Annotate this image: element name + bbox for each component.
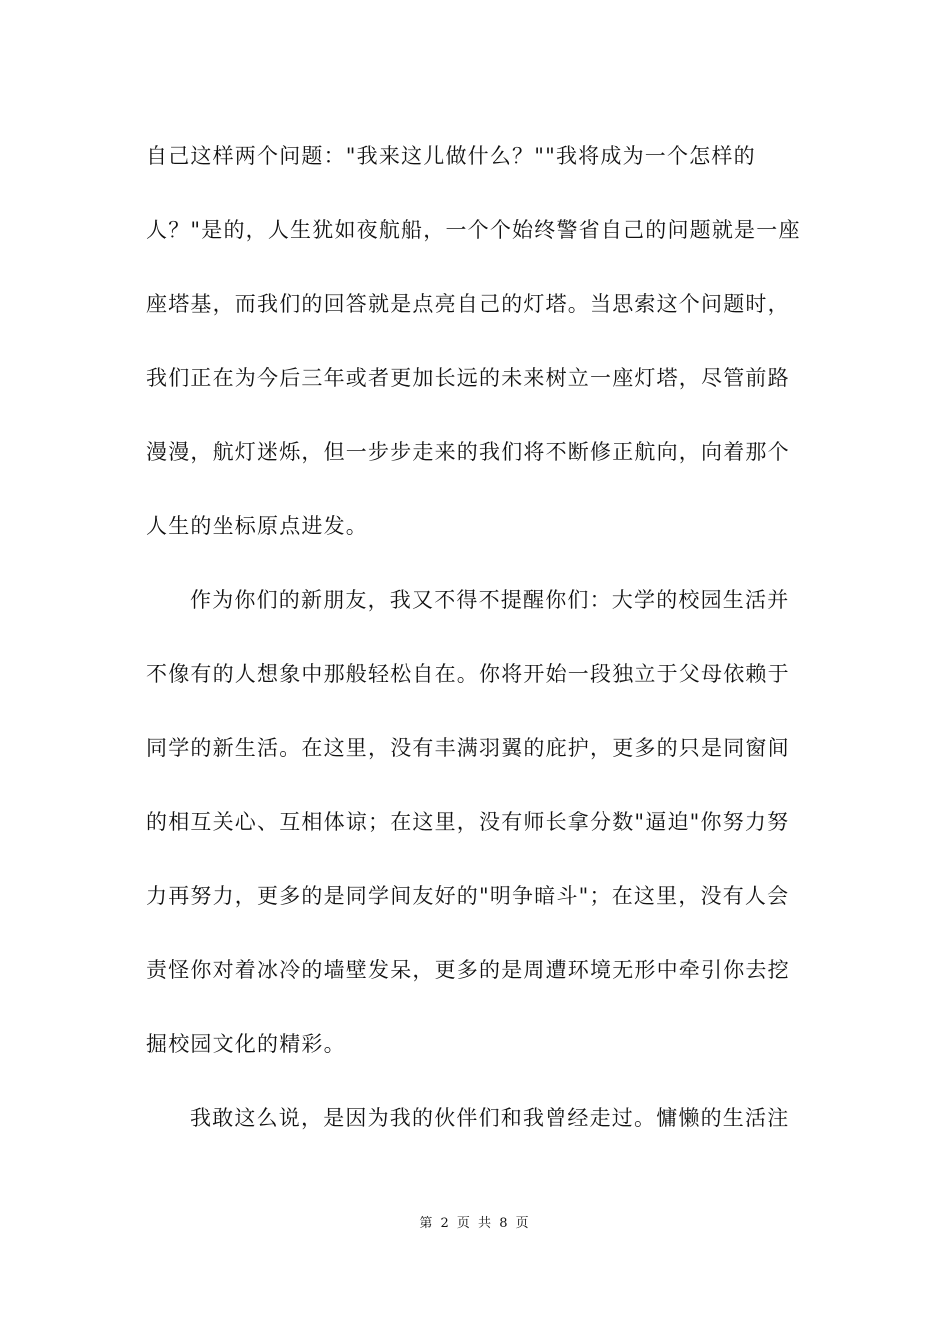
text-line: 掘校园文化的精彩。	[146, 1032, 346, 1056]
text-line: 作为你们的新朋友，我又不得不提醒你们：大学的校园生活并	[190, 588, 790, 612]
text-line: 力再努力，更多的是同学间友好的"明争暗斗"；在这里，没有人会	[146, 884, 790, 908]
text-line: 漫漫，航灯迷烁，但一步步走来的我们将不断修正航向，向着那个	[146, 440, 790, 464]
text-line: 同学的新生活。在这里，没有丰满羽翼的庇护，更多的只是同窗间	[146, 736, 790, 760]
text-line: 我们正在为今后三年或者更加长远的未来树立一座灯塔，尽管前路	[146, 366, 790, 390]
body-text	[146, 132, 806, 1168]
text-line: 人生的坐标原点进发。	[146, 514, 368, 538]
page-number: 第 2 页 共 8 页	[419, 1216, 531, 1231]
text-line: 我敢这么说，是因为我的伙伴们和我曾经走过。慵懒的生活注	[190, 1106, 790, 1130]
text-line: 的相互关心、互相体谅；在这里，没有师长拿分数"逼迫"你努力努	[146, 810, 790, 834]
text-line: 座塔基，而我们的回答就是点亮自己的灯塔。当思索这个问题时，	[146, 292, 790, 316]
text-line: 责怪你对着冰冷的墙壁发呆，更多的是周遭环境无形中牵引你去挖	[146, 958, 790, 982]
text-line: 不像有的人想象中那般轻松自在。你将开始一段独立于父母依赖于	[146, 662, 790, 686]
text-line: 人？"是的，人生犹如夜航船，一个个始终警省自己的问题就是一座	[146, 218, 801, 242]
text-line: 自己这样两个问题："我来这儿做什么？""我将成为一个怎样的	[146, 144, 756, 168]
